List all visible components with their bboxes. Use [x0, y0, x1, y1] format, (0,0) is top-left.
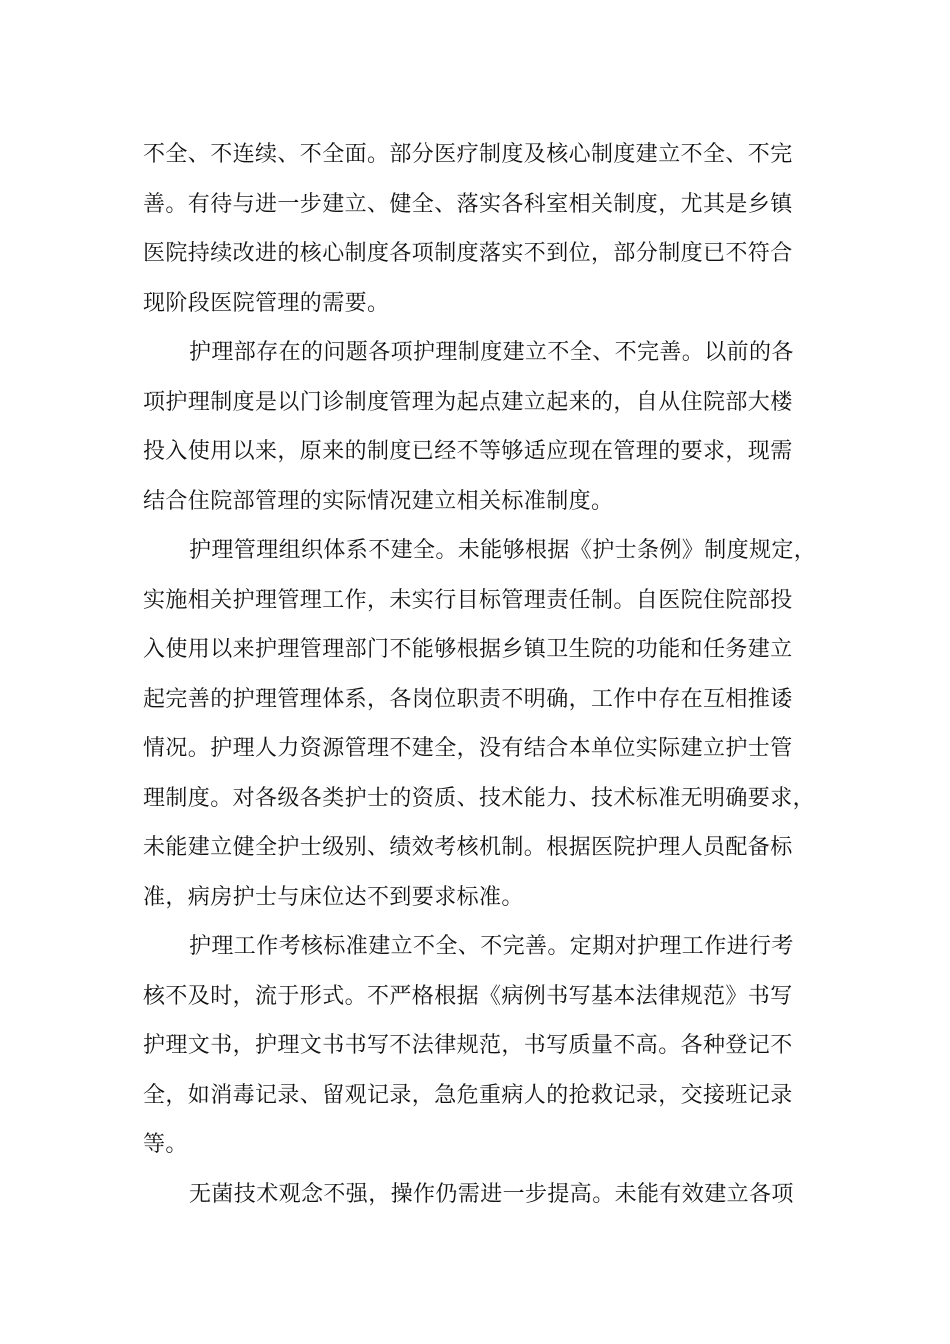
- paragraph-3-line-3: 入使用以来护理管理部门不能够根据乡镇卫生院的功能和任务建立: [143, 637, 793, 662]
- paragraph-1-line-4: 现阶段医院管理的需要。: [143, 290, 390, 316]
- paragraph-2-line-2: 项护理制度是以门诊制度管理为起点建立起来的，自从住院部大楼: [143, 389, 793, 415]
- paragraph-3-line-6: 理制度。对各级各类护士的资质、技术能力、技术标准无明确要求，: [143, 785, 816, 811]
- paragraph-2-line-4: 结合住院部管理的实际情况建立相关标准制度。: [143, 488, 614, 514]
- paragraph-1-line-3: 医院持续改进的核心制度各项制度落实不到位，部分制度已不符合: [143, 241, 793, 266]
- paragraph-3-line-5: 情况。护理人力资源管理不建全，没有结合本单位实际建立护士管: [143, 736, 793, 761]
- paragraph-3-line-8: 准，病房护士与床位达不到要求标准。: [143, 884, 524, 910]
- paragraph-5-line-1: 无菌技术观念不强，操作仍需进一步提高。未能有效建立各项: [189, 1181, 794, 1207]
- paragraph-4-line-2: 核不及时，流于形式。不严格根据《病例书写基本法律规范》书写: [143, 983, 793, 1009]
- paragraph-3-line-7: 未能建立健全护士级别、绩效考核机制。根据医院护理人员配备标: [143, 835, 793, 860]
- document-body: [143, 130, 817, 1219]
- paragraph-4-line-4: 全，如消毒记录、留观记录，急危重病人的抢救记录，交接班记录: [143, 1082, 793, 1108]
- paragraph-1-line-2: 善。有待与进一步建立、健全、落实各科室相关制度，尤其是乡镇: [143, 191, 793, 217]
- paragraph-2-line-1: 护理部存在的问题各项护理制度建立不全、不完善。以前的各: [189, 340, 794, 365]
- paragraph-2-line-3: 投入使用以来，原来的制度已经不等够适应现在管理的要求，现需: [143, 439, 793, 464]
- paragraph-3-line-1: 护理管理组织体系不建全。未能够根据《护士条例》制度规定，: [189, 538, 817, 563]
- paragraph-3-line-4: 起完善的护理管理体系，各岗位职责不明确，工作中存在互相推诿: [143, 686, 793, 712]
- paragraph-4-line-3: 护理文书，护理文书书写不法律规范，书写质量不高。各种登记不: [143, 1033, 793, 1058]
- paragraph-1-line-1: 不全、不连续、不全面。部分医疗制度及核心制度建立不全、不完: [143, 142, 793, 167]
- paragraph-4-line-1: 护理工作考核标准建立不全、不完善。定期对护理工作进行考: [189, 934, 794, 959]
- paragraph-3-line-2: 实施相关护理管理工作，未实行目标管理责任制。自医院住院部投: [143, 587, 793, 613]
- paragraph-4-line-5: 等。: [143, 1132, 188, 1157]
